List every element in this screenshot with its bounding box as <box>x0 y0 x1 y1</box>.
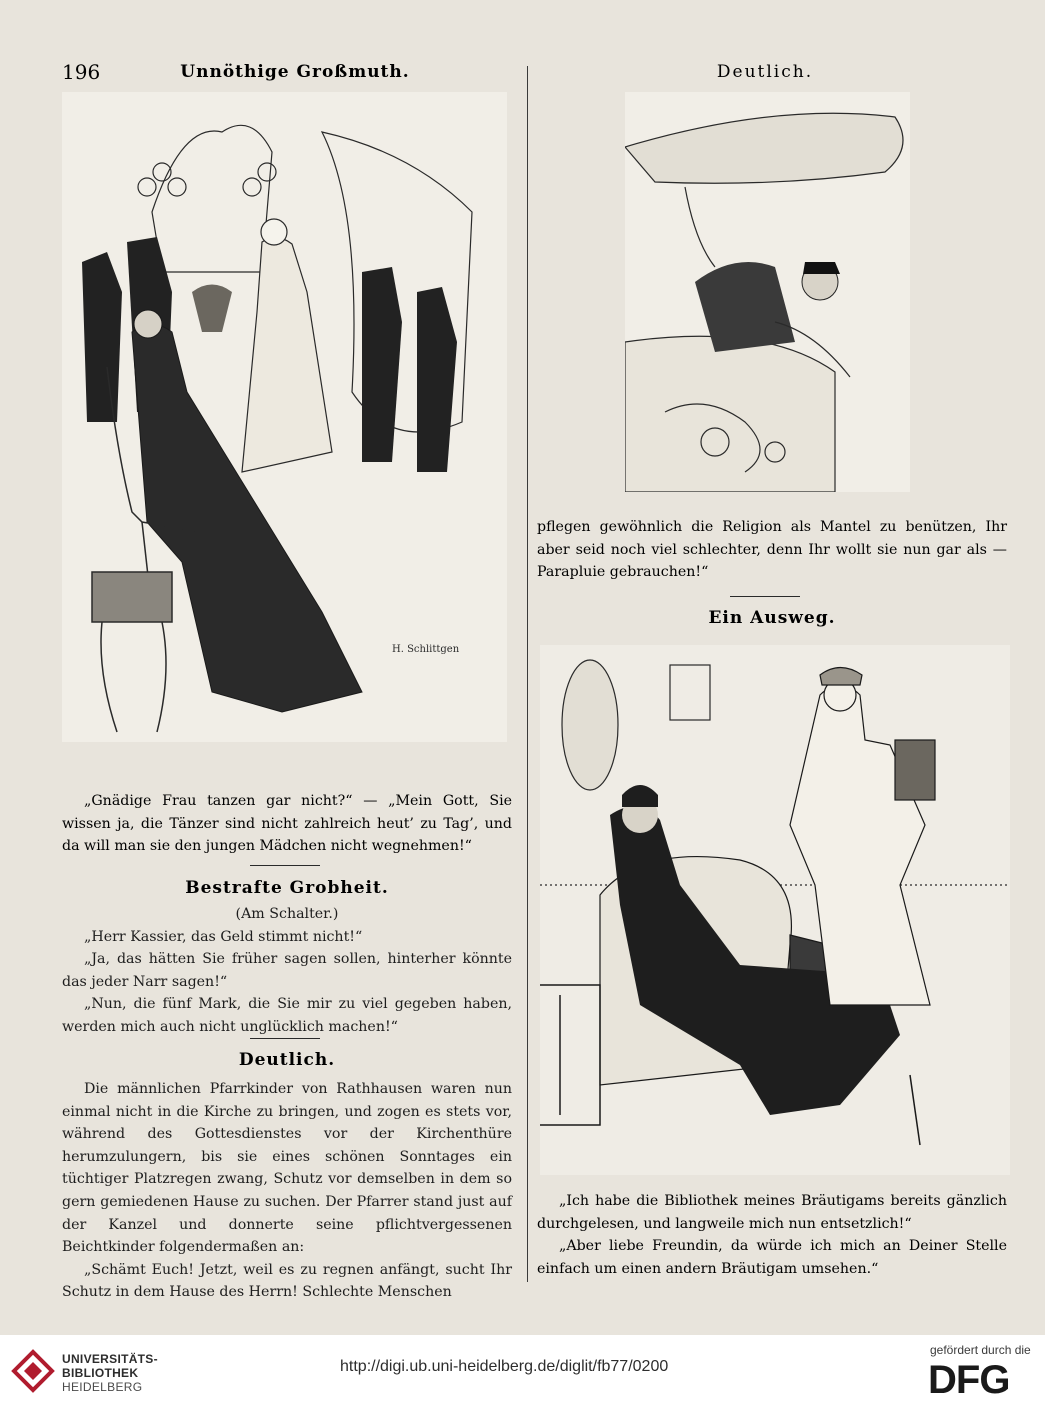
right-dialogue <box>537 1190 1007 1280</box>
section-bestrafte-p3: „Nun, die fünf Mark, die Sie mir zu viel gegeben haben, werden mich auch nicht unglücklich machen!“ <box>62 996 512 1035</box>
section-deutlich <box>62 1078 512 1304</box>
permalink-url[interactable]: http://digi.ub.uni-heidelberg.de/diglit/fb77/0200 <box>340 1358 669 1375</box>
section-bestrafte-subtitle: (Am Schalter.) <box>235 906 339 922</box>
section-bestrafte-p2: „Ja, das hätten Sie früher sagen sollen, hinterher könnte das jeder Narr sagen!“ <box>62 951 512 990</box>
left-caption <box>62 790 512 858</box>
section-title-bestrafte: Bestrafte Grobheit. <box>185 878 389 898</box>
left-title: Unnöthige Großmuth. <box>180 62 410 82</box>
illustration-signature: H. Schlittgen <box>392 644 460 655</box>
column-divider <box>527 66 528 1282</box>
section-bestrafte-p1: „Herr Kassier, das Geld stimmt nicht!“ <box>84 928 363 945</box>
section-title-ausweg: Ein Ausweg. <box>708 608 836 628</box>
funded-by-label: gefördert durch die <box>930 1343 1031 1357</box>
university-library-name[interactable] <box>62 1352 158 1394</box>
university-library-logo[interactable] <box>10 1348 56 1394</box>
right-continuation-text: pflegen gewöhnlich die Religion als Mantel zu benützen, Ihr aber seid noch viel schlechter, denn Ihr wollt sie nun gar als — Parapluie gebrauchen!“ <box>537 519 1007 581</box>
divider-1 <box>250 865 320 866</box>
right-dialogue-p2: „Aber liebe Freundin, da würde ich mich an Deiner Stelle einfach um einen andern Bräutigam umsehen.“ <box>537 1238 1007 1277</box>
divider-3 <box>730 596 800 597</box>
page-number: 196 <box>62 60 101 84</box>
library-line-1: UNIVERSITÄTS- <box>62 1352 158 1366</box>
pulpit-drawing <box>625 92 910 492</box>
divider-2 <box>250 1038 320 1039</box>
two-women-illustration <box>540 645 1010 1175</box>
ballroom-drawing <box>62 92 507 742</box>
right-dialogue-p1: „Ich habe die Bibliothek meines Bräutigams bereits gänzlich durchgelesen, und langweile mich nun entsetzlich!“ <box>537 1193 1007 1232</box>
library-line-2: BIBLIOTHEK <box>62 1366 139 1380</box>
two-women-drawing <box>540 645 1010 1175</box>
section-bestrafte <box>62 903 512 1039</box>
section-deutlich-p1: Die männlichen Pfarrkinder von Rathhausen waren nun einmal nicht in die Kirche zu bringen, und zogen es stets vor, während des Gottesdienstes vor der Kirchenthüre herumzulungern, bis sie eines schönen Sonntages ein tüchtiger Platzregen zwang, Schutz vor demselben in dem so gern gemiedenen Hause zu suchen. Der Pfarrer stand just auf der Kanzel und donnerte seine pflichtvergessenen Beichtkinder folgendermaßen an: <box>62 1081 512 1256</box>
section-title-deutlich: Deutlich. <box>238 1050 336 1070</box>
section-deutlich-p2: „Schämt Euch! Jetzt, weil es zu regnen anfängt, sucht Ihr Schutz in dem Hause des Herrn! Schlechte Menschen <box>62 1261 512 1301</box>
library-line-3: HEIDELBERG <box>62 1380 143 1394</box>
right-title: Deutlich. <box>716 62 814 82</box>
left-caption-text: „Gnädige Frau tanzen gar nicht?“ — „Mein Gott, Sie wissen ja, die Tänzer sind nicht zahlreich heut’ zu Tag’, und da will man sie den jungen Mädchen nicht wegnehmen!“ <box>62 793 512 855</box>
dfg-logo[interactable]: DFG <box>928 1358 1010 1402</box>
ballroom-illustration <box>62 92 507 742</box>
pulpit-illustration <box>625 92 910 492</box>
right-continuation <box>537 516 1007 584</box>
